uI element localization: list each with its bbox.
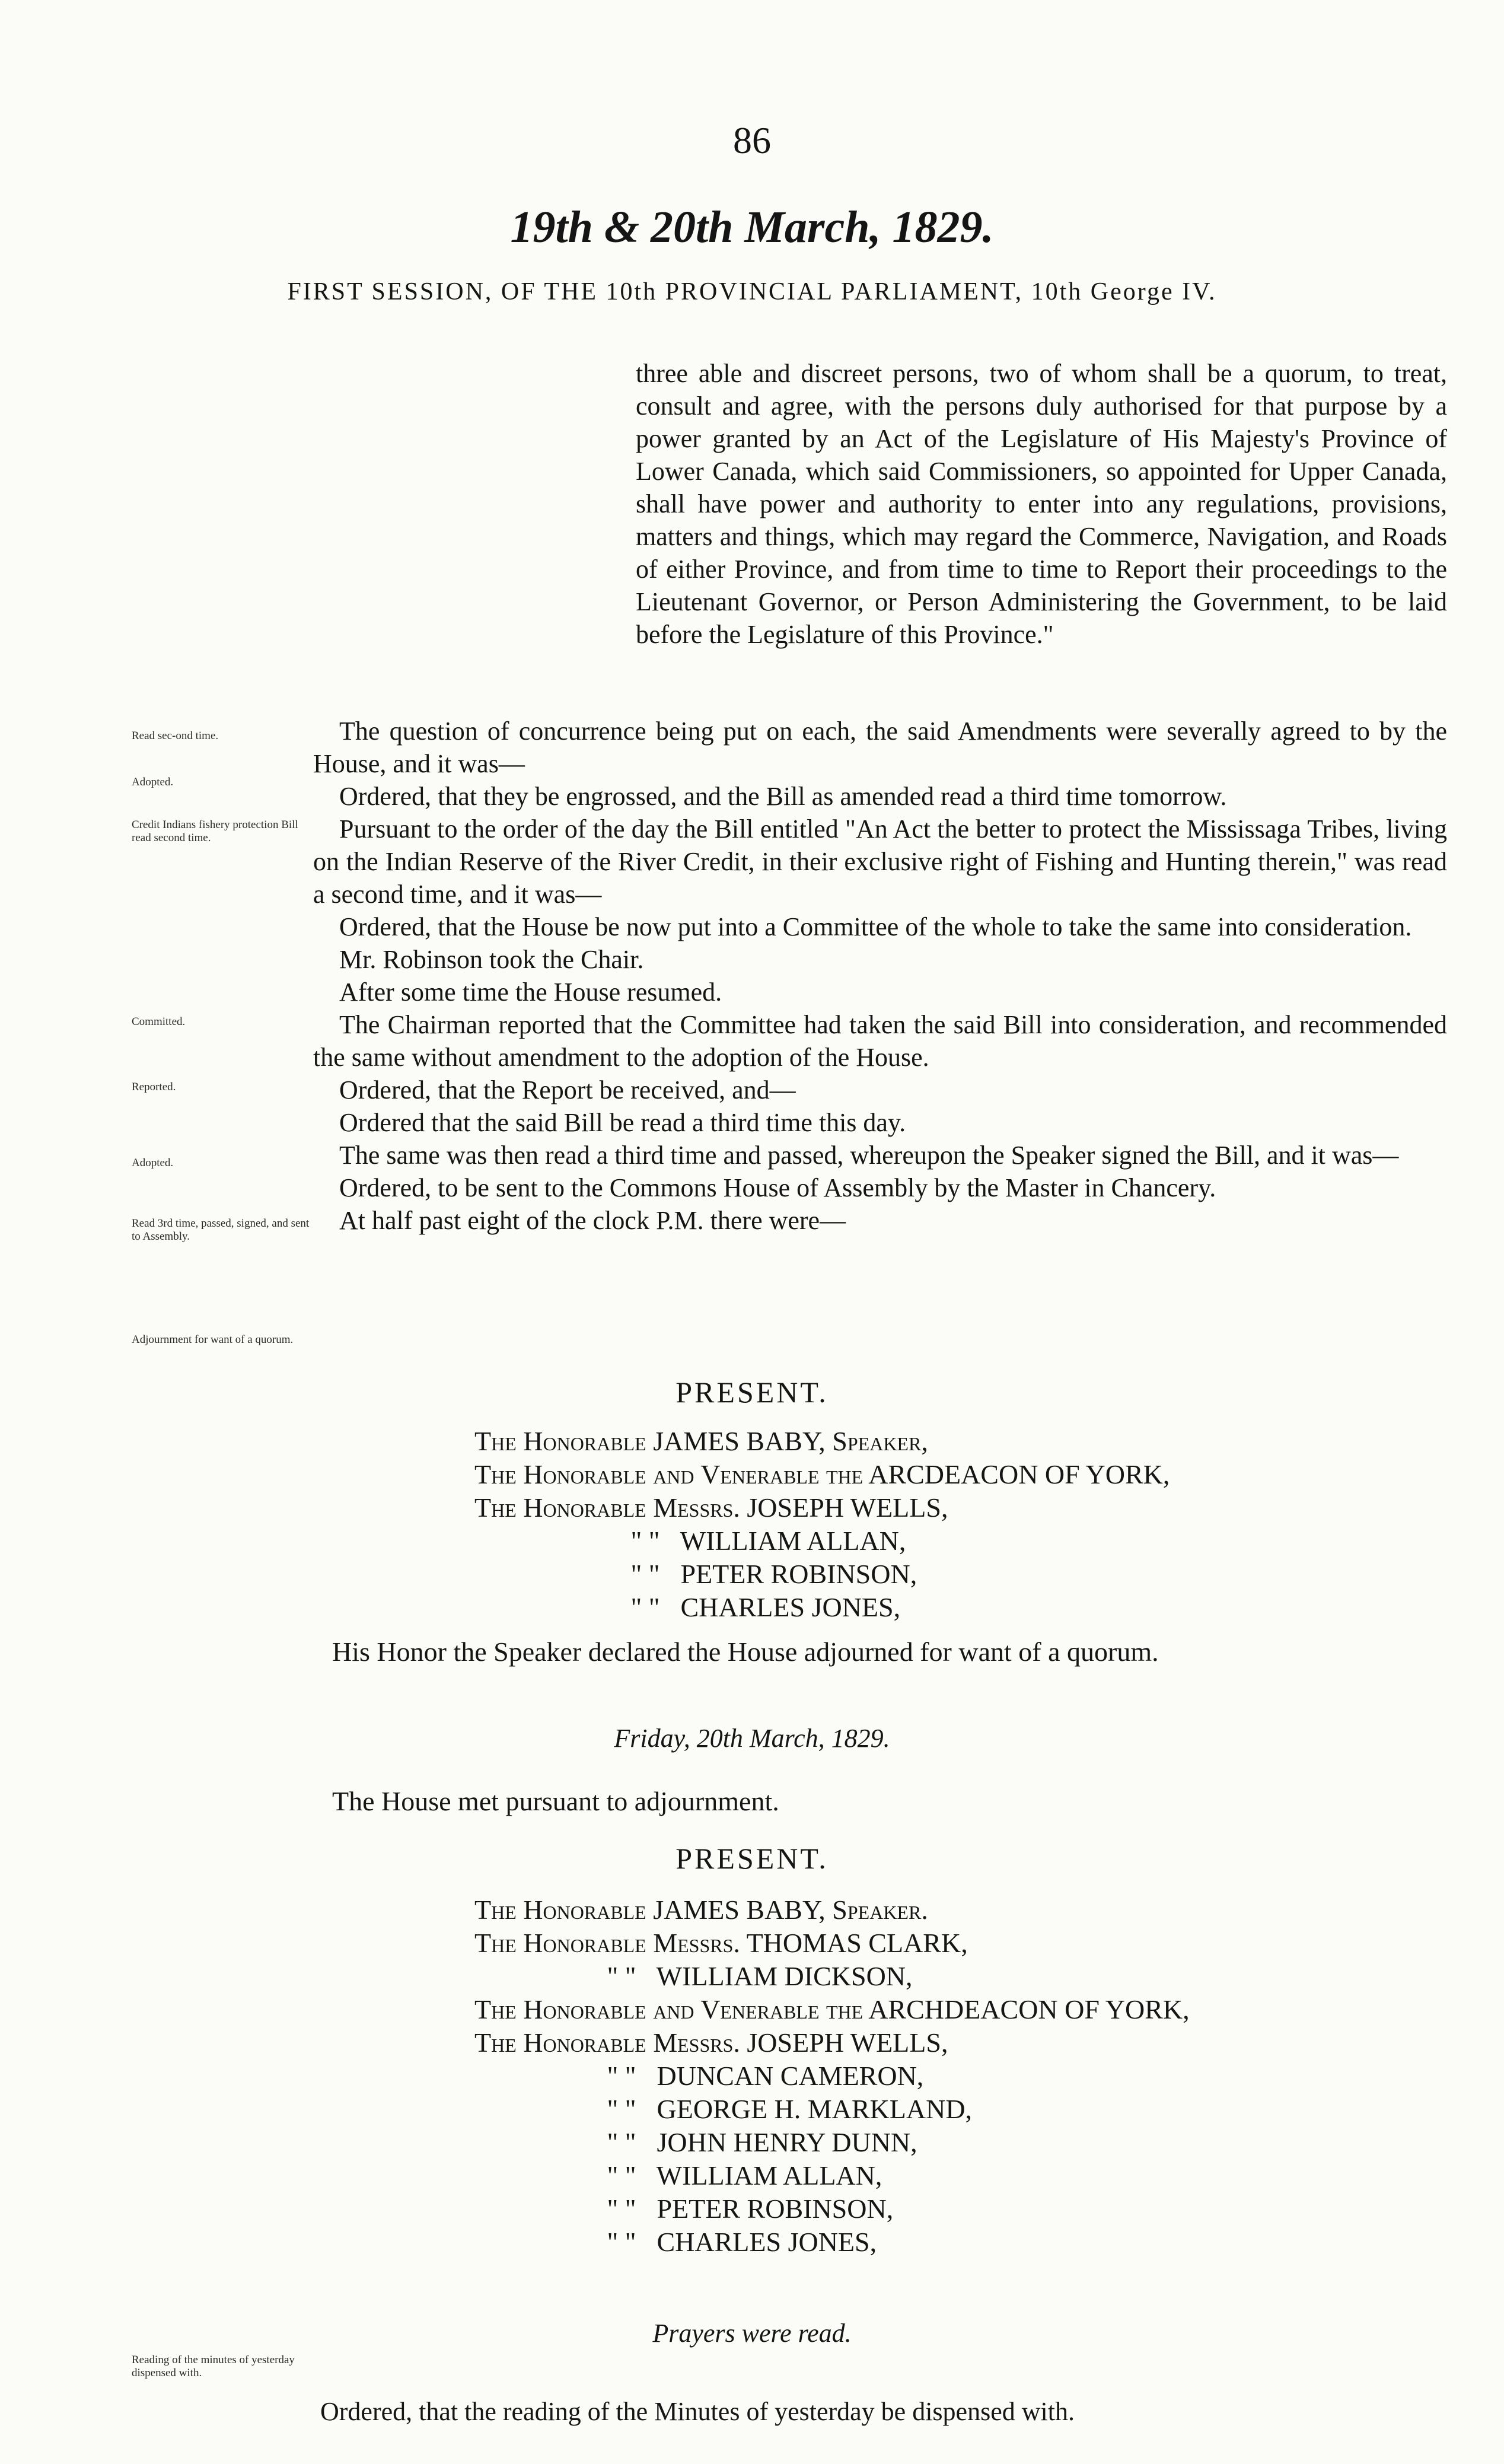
- member-row: The Honorable Messrs. JOSEPH WELLS,: [474, 1492, 948, 1523]
- member-row: " " DUNCAN CAMERON,: [607, 2061, 924, 2091]
- margin-note: Read 3rd time, passed, signed, and sent to Assembly.: [132, 1217, 310, 1243]
- proceedings-text: [313, 715, 1447, 1237]
- member-row: The Honorable Messrs. JOSEPH WELLS,: [474, 2027, 948, 2058]
- member-row: " " WILLIAM ALLAN,: [630, 1526, 906, 1556]
- paragraph: Ordered, to be sent to the Commons House of Assembly by the Master in Chancery.: [339, 1173, 1216, 1202]
- member-row: " " WILLIAM ALLAN,: [607, 2160, 882, 2191]
- member-row: The Honorable and Venerable the ARCDEACON OF YORK,: [474, 1459, 1170, 1489]
- prayers-text: Prayers were read.: [652, 2319, 852, 2348]
- margin-note: Adopted.: [132, 776, 174, 788]
- paragraph: Ordered, that they be engrossed, and the Bill as amended read a third time tomorrow.: [339, 782, 1227, 811]
- paragraph: The Chairman reported that the Committee had taken the said Bill into consideration, and recommended the same without amendment to the adoption of the House.: [313, 1010, 1447, 1072]
- member-row: " " PETER ROBINSON,: [630, 1559, 917, 1589]
- member-row: The Honorable JAMES BABY, Speaker,: [474, 1426, 928, 1456]
- quoted-act-text: three able and discreet persons, two of whom shall be a quorum, to treat, consult and agree, with the persons duly authorised for that purpose by a power granted by an Act of the Legislature of His Majesty's Province of Lower Canada, which said Commissioners, so appointed for Upper Canada, shall have power and authority to enter into any regulations, provisions, matters and things, which may regard the Commerce, Navigation, and Roads of either Province, and from time to time to Report their proceedings to the Lieutenant Governor, or Person Administering the Government, to be laid before the Legislature of this Province.": [636, 359, 1447, 649]
- paragraph: The question of concurrence being put on each, the said Amendments were severally agreed to by the House, and it was—: [313, 717, 1447, 778]
- paragraph: The same was then read a third time and passed, whereupon the Speaker signed the Bill, and it was—: [339, 1141, 1399, 1170]
- paragraph: Ordered, that the Report be received, and—: [339, 1075, 796, 1104]
- member-row: " " WILLIAM DICKSON,: [607, 1961, 913, 1991]
- paragraph: Ordered, that the House be now put into a Committee of the whole to take the same into consideration.: [339, 912, 1412, 941]
- margin-note: Committed.: [132, 1015, 186, 1028]
- member-row: The Honorable JAMES BABY, Speaker.: [474, 1895, 928, 1925]
- adjourned-text: His Honor the Speaker declared the House adjourned for want of a quorum.: [332, 1637, 1159, 1667]
- page-number: 86: [733, 119, 771, 161]
- session-title: FIRST SESSION, OF THE 10th PROVINCIAL PARLIAMENT, 10th George IV.: [287, 278, 1217, 305]
- paragraph: Mr. Robinson took the Chair.: [339, 945, 644, 974]
- margin-note: Credit Indians fishery protection Bill read second time.: [132, 819, 298, 844]
- members-list-19th: [474, 1425, 1170, 1624]
- member-row: " " CHARLES JONES,: [607, 2227, 877, 2257]
- paragraph: Ordered that the said Bill be read a third time this day.: [339, 1108, 906, 1137]
- present-heading: PRESENT.: [675, 1842, 829, 1875]
- paragraph: Pursuant to the order of the day the Bill entitled "An Act the better to protect the Mississaga Tribes, living on the Indian Reserve of the River Credit, in their exclusive right of Fishing and Hunting therein," was read a second time, and it was—: [313, 814, 1447, 909]
- friday-date: Friday, 20th March, 1829.: [614, 1724, 890, 1753]
- member-row: The Honorable and Venerable the ARCHDEACON OF YORK,: [474, 1994, 1190, 2024]
- final-order-text: Ordered, that the reading of the Minutes of yesterday be dispensed with.: [320, 2397, 1075, 2426]
- member-row: The Honorable Messrs. THOMAS CLARK,: [474, 1928, 968, 1958]
- member-row: " " CHARLES JONES,: [630, 1592, 901, 1622]
- margin-note: Read sec-ond time.: [132, 730, 219, 742]
- paragraph: After some time the House resumed.: [339, 978, 722, 1007]
- member-row: " " JOHN HENRY DUNN,: [607, 2127, 917, 2157]
- members-list-20th: [474, 1893, 1190, 2259]
- present-heading: PRESENT.: [675, 1376, 829, 1409]
- met-text: The House met pursuant to adjournment.: [332, 1786, 779, 1816]
- member-row: " " PETER ROBINSON,: [607, 2194, 894, 2224]
- margin-note: Adopted.: [132, 1157, 174, 1169]
- margin-note: Adjournment for want of a quorum.: [132, 1333, 294, 1346]
- margin-note: Reading of the minutes of yesterday dispensed with.: [132, 2354, 295, 2379]
- date-title: 19th & 20th March, 1829.: [510, 202, 994, 252]
- member-row: " " GEORGE H. MARKLAND,: [607, 2094, 973, 2124]
- paragraph: At half past eight of the clock P.M. there were—: [339, 1206, 846, 1235]
- margin-note: Reported.: [132, 1081, 176, 1093]
